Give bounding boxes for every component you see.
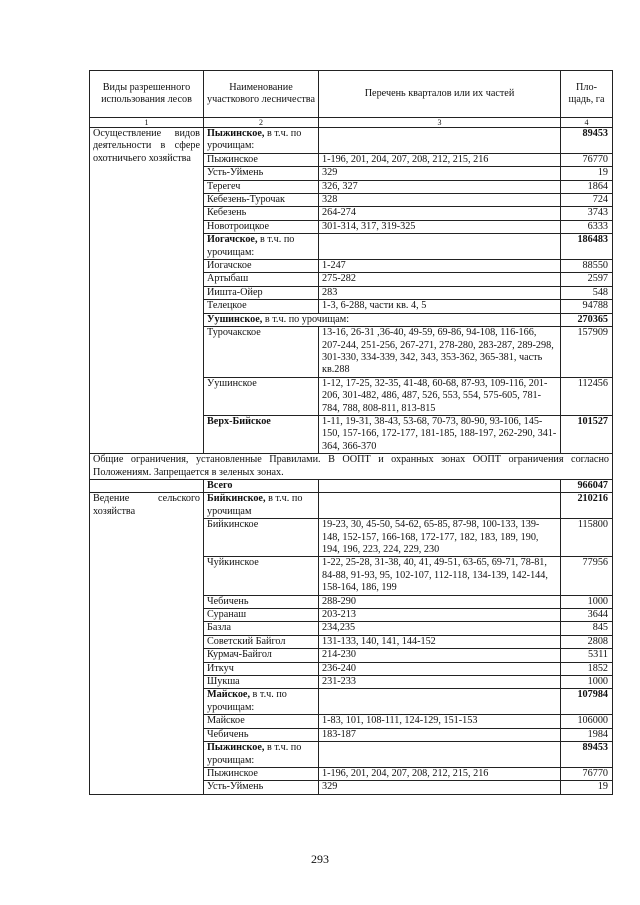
forestry-name: Чебичень <box>207 728 249 740</box>
quarters-cell: 1-22, 25-28, 31-38, 40, 41, 49-51, 63-65, 69-71, 78-81, 84-88, 91-93, 95, 102-107, 112-118, 134-139, 142-144, 158-164, 186, 199 <box>319 557 561 595</box>
document-page <box>89 70 616 795</box>
area-cell: 1852 <box>561 662 613 675</box>
forestry-name: Верх-Бийское <box>207 415 271 427</box>
quarters-cell: 236-240 <box>319 662 561 675</box>
quarters-cell: 234,235 <box>319 622 561 635</box>
area-cell: 724 <box>561 194 613 207</box>
forestry-name-cell <box>204 635 319 648</box>
forestry-name: Чебичень <box>207 595 249 607</box>
forestry-name-cell <box>204 519 319 557</box>
area-cell: 76770 <box>561 767 613 780</box>
forestry-name-cell <box>204 234 319 260</box>
area-cell: 89453 <box>561 742 613 768</box>
forestry-name: Турочакское <box>207 327 261 339</box>
quarters-cell: 275-282 <box>319 273 561 286</box>
area-cell: 94788 <box>561 300 613 313</box>
forestry-name: Майское <box>207 715 245 727</box>
quarters-cell: 326, 327 <box>319 180 561 193</box>
area-cell: 2597 <box>561 273 613 286</box>
table-body <box>90 128 613 795</box>
forestry-suffix: в т.ч. по урочищам <box>207 493 303 517</box>
restrictions-note: Общие ограничения, установленные Правилами. В ООПТ и охранных зонах ООПТ ограничения согласно Положениям. Запрещается в зеленых зонах. <box>90 454 613 480</box>
forestry-name: Кебезень <box>207 207 247 219</box>
area-cell: 89453 <box>561 128 613 154</box>
empty-cell <box>90 479 204 492</box>
forestry-name-cell <box>204 153 319 166</box>
quarters-cell: 183-187 <box>319 728 561 741</box>
area-cell: 548 <box>561 286 613 299</box>
quarters-cell <box>319 234 561 260</box>
forestry-name: Чуйкинское <box>207 557 259 569</box>
forestry-name-cell <box>204 128 319 154</box>
forestry-name-cell <box>204 715 319 728</box>
quarters-cell: 329 <box>319 167 561 180</box>
quarters-cell: 1-11, 19-31, 38-43, 53-68, 70-73, 80-90, 93-106, 145-150, 157-166, 172-177, 181-185, 188-197, 262-290, 341-364, 366-370 <box>319 415 561 453</box>
area-cell: 101527 <box>561 415 613 453</box>
forestry-name: Пыжинское, <box>207 742 265 754</box>
column-number: 3 <box>319 118 561 128</box>
quarters-cell <box>319 742 561 768</box>
header-use-type: Виды разрешенного использования лесов <box>90 71 204 118</box>
table-header-row <box>90 71 613 118</box>
page-number: 293 <box>311 852 329 866</box>
quarters-cell: 288-290 <box>319 595 561 608</box>
use-type-cell: Осуществление видов деятельности в сфере охотничьего хозяйства <box>90 128 204 454</box>
area-cell: 88550 <box>561 260 613 273</box>
area-cell: 3743 <box>561 207 613 220</box>
forestry-name: Иткуч <box>207 662 234 674</box>
quarters-cell: 264-274 <box>319 207 561 220</box>
quarters-cell: 283 <box>319 286 561 299</box>
forestry-name: Усть-Уймень <box>207 781 264 793</box>
area-cell: 1984 <box>561 728 613 741</box>
forestry-suffix: в т.ч. по урочищам: <box>207 234 295 258</box>
forestry-name: Суранаш <box>207 609 247 621</box>
quarters-cell: 1-83, 101, 108-111, 124-129, 151-153 <box>319 715 561 728</box>
forestry-name-cell <box>204 260 319 273</box>
column-number: 4 <box>561 118 613 128</box>
quarters-cell <box>319 493 561 519</box>
forestry-name-cell <box>204 167 319 180</box>
forestry-name: Артыбаш <box>207 273 249 285</box>
forestry-suffix: в т.ч. по урочищам: <box>207 742 302 766</box>
forestry-name-cell <box>204 327 319 378</box>
forestry-name-cell <box>204 415 319 453</box>
quarters-cell: 203-213 <box>319 609 561 622</box>
quarters-cell: 131-133, 140, 141, 144-152 <box>319 635 561 648</box>
forestry-name: Бийкинское, <box>207 493 266 505</box>
area-cell: 112456 <box>561 377 613 415</box>
forestry-name-cell <box>204 767 319 780</box>
forestry-name-cell <box>204 595 319 608</box>
quarters-cell <box>319 689 561 715</box>
area-cell: 5311 <box>561 649 613 662</box>
forestry-name: Пыжинское, <box>207 128 265 139</box>
forestry-name: Уушинское <box>207 377 257 389</box>
forestry-suffix: в т.ч. по урочищам: <box>262 313 350 325</box>
area-cell: 1000 <box>561 676 613 689</box>
forestry-name-cell <box>204 622 319 635</box>
forestry-suffix: в т.ч. по урочищам: <box>207 128 302 152</box>
forestry-name: Курмач-Байгол <box>207 649 272 661</box>
quarters-cell: 1-3, 6-288, части кв. 4, 5 <box>319 300 561 313</box>
forestry-name-cell <box>204 273 319 286</box>
quarters-cell: 329 <box>319 781 561 794</box>
quarters-cell: 13-16, 26-31 ,36-40, 49-59, 69-86, 94-108, 116-166, 207-244, 251-256, 267-271, 278-280, 283-287, 289-298, 301-330, 334-339, 342, 343, 353-362, 365-381, часть кв.288 <box>319 327 561 378</box>
area-cell: 157909 <box>561 327 613 378</box>
column-number: 2 <box>204 118 319 128</box>
forestry-name: Терегеч <box>207 180 241 192</box>
forestry-name-cell <box>204 742 319 768</box>
table-row <box>90 128 613 154</box>
forestry-name-cell <box>204 662 319 675</box>
quarters-cell: 1-196, 201, 204, 207, 208, 212, 215, 216 <box>319 767 561 780</box>
forestry-name: Новотроицкое <box>207 220 269 232</box>
forestry-name-cell <box>204 313 561 326</box>
forestry-name: Усть-Уймень <box>207 167 264 179</box>
forestry-name: Иогачское, <box>207 234 258 246</box>
forestry-name-cell <box>204 493 319 519</box>
area-cell: 77956 <box>561 557 613 595</box>
forestry-name: Уушинское, <box>207 313 263 325</box>
forestry-name-cell <box>204 609 319 622</box>
area-cell: 2808 <box>561 635 613 648</box>
forestry-name: Шукша <box>207 676 240 688</box>
forestry-name: Майское, <box>207 689 250 701</box>
area-cell: 3644 <box>561 609 613 622</box>
forestry-name-cell <box>204 676 319 689</box>
forestry-name: Пыжинское <box>207 153 258 165</box>
forestry-name-cell <box>204 728 319 741</box>
area-cell: 115800 <box>561 519 613 557</box>
area-cell: 270365 <box>561 313 613 326</box>
forestry-name-cell <box>204 649 319 662</box>
forestry-name: Иогачское <box>207 260 252 272</box>
forestry-suffix: в т.ч. по урочищам: <box>207 689 287 713</box>
column-number: 1 <box>90 118 204 128</box>
header-area: Пло-щадь, га <box>561 71 613 118</box>
restrictions-note-row <box>90 454 613 480</box>
forestry-name: Иишта-Ойер <box>207 286 263 298</box>
area-cell: 19 <box>561 781 613 794</box>
area-cell: 186483 <box>561 234 613 260</box>
column-number-row <box>90 118 613 128</box>
total-label: Всего <box>204 479 319 492</box>
forestry-name-cell <box>204 220 319 233</box>
quarters-cell: 328 <box>319 194 561 207</box>
forestry-name-cell <box>204 286 319 299</box>
quarters-cell: 19-23, 30, 45-50, 54-62, 65-85, 87-98, 100-133, 139-148, 152-157, 166-168, 172-177, 182, 183, 189, 190, 194, 196, 223, 224, 229, 230 <box>319 519 561 557</box>
forestry-name: Базла <box>207 622 232 634</box>
quarters-cell <box>319 128 561 154</box>
header-quarters: Перечень кварталов или их частей <box>319 71 561 118</box>
use-type-cell: Ведение сельского хозяйства <box>90 493 204 794</box>
forestry-name-cell <box>204 377 319 415</box>
area-cell: 106000 <box>561 715 613 728</box>
area-cell: 1864 <box>561 180 613 193</box>
forestry-name-cell <box>204 194 319 207</box>
quarters-cell: 1-12, 17-25, 32-35, 41-48, 60-68, 87-93, 109-116, 201-206, 301-482, 486, 487, 526, 553, 554, 575-605, 781-784, 788, 808-811, 813-815 <box>319 377 561 415</box>
forestry-name-cell <box>204 300 319 313</box>
empty-cell <box>319 479 561 492</box>
area-cell: 210216 <box>561 493 613 519</box>
quarters-cell: 214-230 <box>319 649 561 662</box>
area-cell: 76770 <box>561 153 613 166</box>
forestry-name: Бийкинское <box>207 519 259 531</box>
area-cell: 845 <box>561 622 613 635</box>
table-row <box>90 493 613 519</box>
forestry-name: Пыжинское <box>207 767 258 779</box>
forestry-name-cell <box>204 557 319 595</box>
area-cell: 107984 <box>561 689 613 715</box>
area-cell: 19 <box>561 167 613 180</box>
forestry-name-cell <box>204 207 319 220</box>
forest-use-table <box>89 70 613 795</box>
area-cell: 1000 <box>561 595 613 608</box>
quarters-cell: 1-196, 201, 204, 207, 208, 212, 215, 216 <box>319 153 561 166</box>
forestry-name-cell <box>204 781 319 794</box>
forestry-name: Советский Байгол <box>207 635 286 647</box>
total-area: 966047 <box>561 479 613 492</box>
forestry-name: Кебезень-Турочак <box>207 194 285 206</box>
total-row <box>90 479 613 492</box>
quarters-cell: 231-233 <box>319 676 561 689</box>
forestry-name: Телецкое <box>207 300 247 312</box>
quarters-cell: 301-314, 317, 319-325 <box>319 220 561 233</box>
quarters-cell: 1-247 <box>319 260 561 273</box>
header-forestry: Наименование участкового лесничества <box>204 71 319 118</box>
forestry-name-cell <box>204 689 319 715</box>
forestry-name-cell <box>204 180 319 193</box>
area-cell: 6333 <box>561 220 613 233</box>
